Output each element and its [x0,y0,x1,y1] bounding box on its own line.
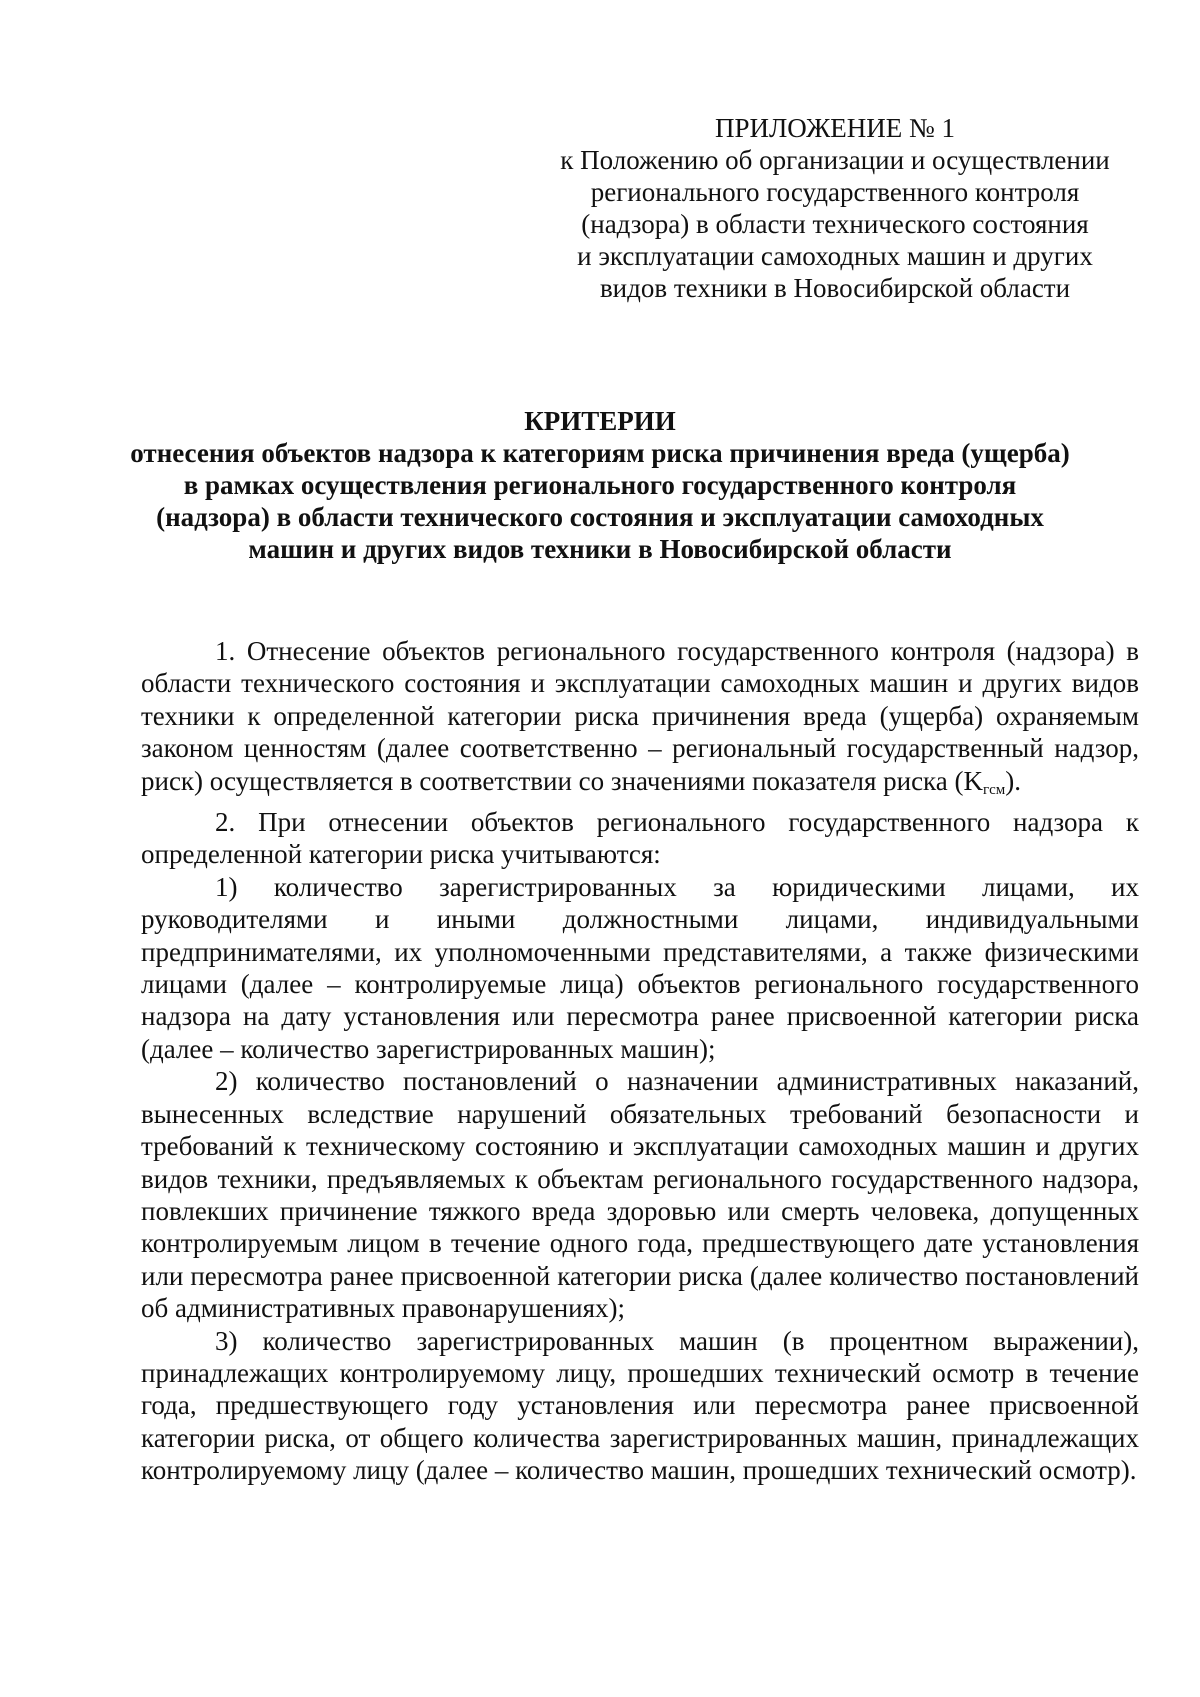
appendix-line: (надзора) в области технического состояния [581,209,1089,239]
paragraph-1 [141,635,1139,806]
document-body [141,635,1139,1487]
heading-title: КРИТЕРИИ [524,406,676,436]
appendix-block [530,112,1140,304]
appendix-line: и эксплуатации самоходных машин и других [577,241,1093,271]
heading-subtitle-line: отнесения объектов надзора к категориям риска причинения вреда (ущерба) [130,438,1070,468]
list-item-3: 3) количество зарегистрированных машин (в процентном выражении), принадлежащих контролируемому лицу, прошедших технический осмотр в течение года, предшествующего году установления или пересмотра ранее присвоенной категории риска, от общего количества зарегистрированных машин, принадлежащих контролируемому лицу (далее – количество машин, прошедших технический осмотр). [141,1325,1139,1486]
document-heading [100,405,1100,565]
heading-subtitle-line: машин и других видов техники в Новосибирской области [248,534,952,564]
list-item-2: 2) количество постановлений о назначении административных наказаний, вынесенных вследствие нарушений обязательных требований безопасности и требований к техническому состоянию и эксплуатации самоходных машин и других видов техники, предъявляемых к объектам регионального государственного надзора, повлекших причинение тяжкого вреда здоровью или смерть человека, допущенных контролируемым лицом в течение одного года, предшествующего дате установления или пересмотра ранее присвоенной категории риска (далее количество постановлений об административных правонарушениях); [141,1066,1139,1324]
appendix-title: ПРИЛОЖЕНИЕ № 1 [714,113,956,143]
paragraph-1-end: ). [1005,765,1022,796]
risk-index-subscript: гсм [982,781,1006,798]
appendix-line: к Положению об организации и осуществлении [560,145,1110,175]
appendix-line: регионального государственного контроля [590,177,1080,207]
appendix-line: видов техники в Новосибирской области [599,273,1071,303]
paragraph-2: 2. При отнесении объектов регионального государственного надзора к определенной категории риска учитываются: [141,807,1139,870]
list-item-1: 1) количество зарегистрированных за юридическими лицами, их руководителями и иными должностными лицами, индивидуальными предпринимателями, их уполномоченными представителями, а также физическими лицами (далее – контролируемые лица) объектов регионального государственного надзора на дату установления или пересмотра ранее присвоенной категории риска (далее – количество зарегистрированных машин); [141,871,1139,1064]
paragraph-1-text: 1. Отнесение объектов регионального государственного контроля (надзора) в области технического состояния и эксплуатации самоходных машин и других видов техники к определенной категории риска причинения вреда (ущерба) охраняемым законом ценностям (далее соответственно – региональный государственный надзор, риск) осуществляется в соответствии со значениями показателя риска (K [141,636,1139,796]
heading-subtitle-line: в рамках осуществления регионального государственного контроля [183,470,1017,500]
heading-subtitle-line: (надзора) в области технического состояния и эксплуатации самоходных [156,502,1044,532]
